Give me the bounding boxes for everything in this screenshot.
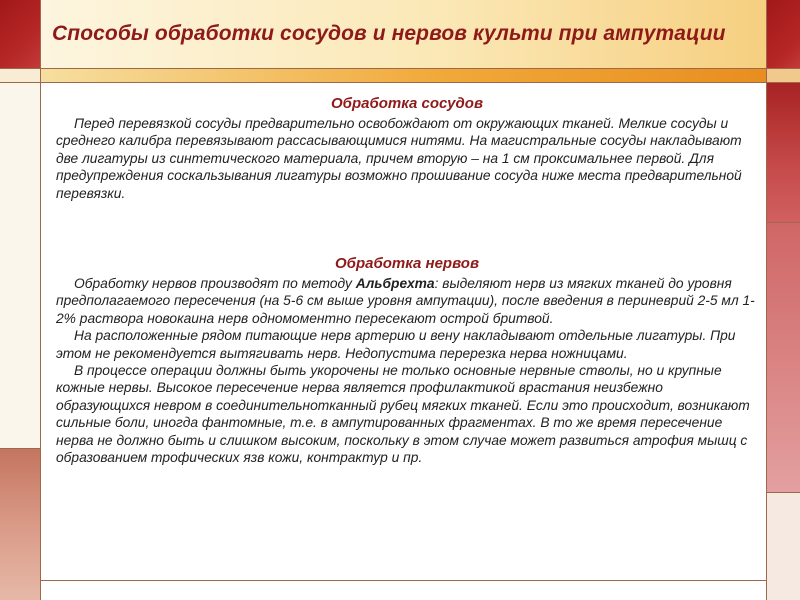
- nerves-paragraph-3: В процессе операции должны быть укорочены не только основные нервные стволы, но и крупные кожные нервы. Высокое пересечение нерва является профилактикой врастания неизбежно образующихся невром в соединительнотканный рубец мягких тканей. Если это происходит, возникают сильные боли, иногда фантомные, т.е. в ампутированных фрагментах. В то же время пересечение нерва не должно быть и слишком высоким, поскольку в этом случае может развиться атрофия мышц с образованием трофических язв кожи, контрактур и пр.: [56, 363, 750, 466]
- vessels-paragraph: Перед перевязкой сосуды предварительно освобождают от окружающих тканей. Мелкие сосуды и среднего калибра перевязывают рассасывающимися нитями. На магистральные сосуды накладывают две лигатуры из синтетического материала, причем вторую – на 1 см проксимальнее первой. Для предупреждения соскальзывания лигатуры возможно прошивание сосуда ниже места предварительной перевязки.: [56, 116, 742, 201]
- right-block-divider-lower: [766, 492, 800, 493]
- right-top-decoration: [766, 0, 800, 68]
- content-bottom-line: [40, 580, 766, 581]
- nerves-p1-text-after: : выделяют нерв из мягких тканей до уровня предполагаемого пересечения (на 5-6 см выше уровня ампутации), после введения в периневрий 2-5 мл 1-2% раствора новокаина нерв одномоментно пересекают острой бритвой.: [56, 276, 755, 326]
- slide-title: Способы обработки сосудов и нервов культи при ампутации: [52, 22, 726, 45]
- left-divider-line: [40, 0, 41, 600]
- nerves-heading: Обработка нервов: [334, 255, 480, 273]
- right-band-decoration: [766, 68, 800, 82]
- right-divider-line: [766, 0, 767, 600]
- right-lower-decoration: [766, 222, 800, 492]
- right-block-divider-upper: [766, 222, 800, 223]
- left-middle-decoration: [0, 82, 40, 448]
- left-bottom-decoration: [0, 448, 40, 600]
- header-gradient-band: [40, 68, 766, 82]
- section-gap: [56, 202, 758, 254]
- nerves-paragraph-1: [56, 275, 758, 327]
- nerves-paragraph-2: На расположенные рядом питающие нерв артерию и вену накладывают отдельные лигатуры. При этом не рекомендуется вытягивать нерв. Недопустима перерезка нерва ножницами.: [56, 328, 736, 361]
- header-divider-line: [0, 68, 800, 69]
- left-block-divider: [0, 448, 40, 449]
- left-top-decoration: [0, 0, 40, 68]
- slide-content: [56, 94, 758, 467]
- band-divider-line: [0, 82, 800, 83]
- nerves-p1-text-before: Обработку нервов производят по методу: [74, 276, 356, 292]
- right-bottom-decoration: [766, 492, 800, 600]
- vessels-heading: Обработка сосудов: [330, 95, 484, 112]
- left-band-decoration: [0, 68, 40, 82]
- albrecht-method-name: Альбрехта: [355, 276, 435, 292]
- right-upper-decoration: [766, 82, 800, 222]
